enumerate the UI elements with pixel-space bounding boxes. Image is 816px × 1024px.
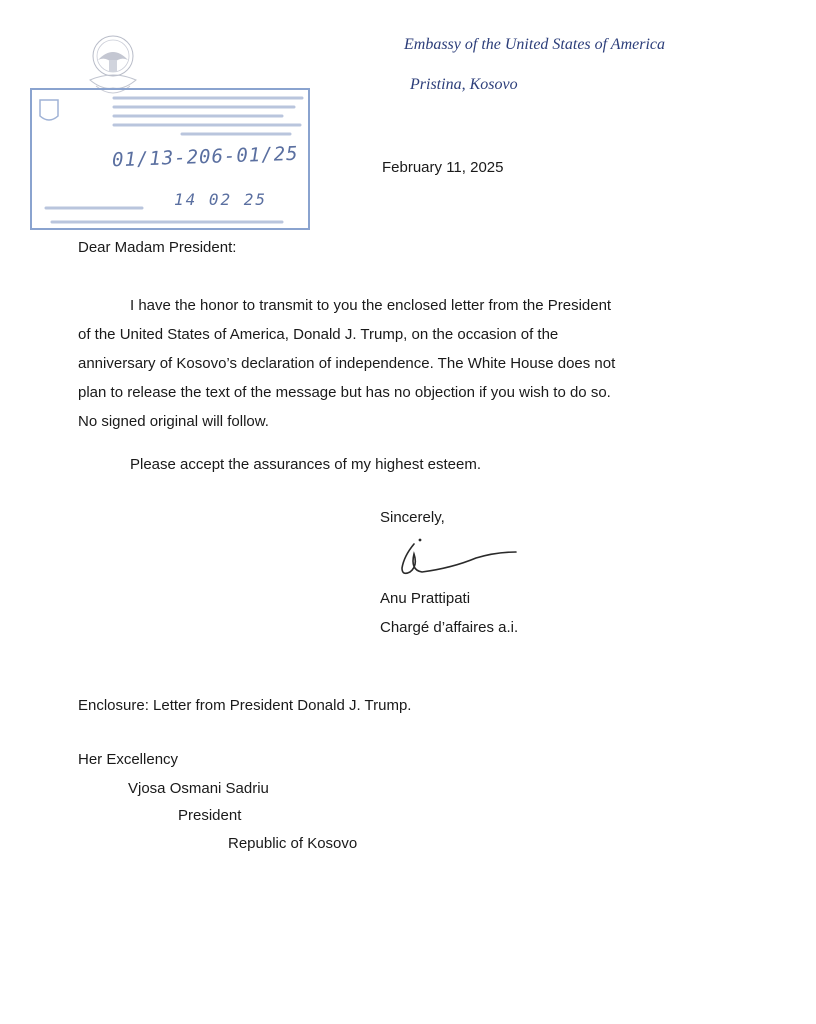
valediction: Sincerely, (380, 509, 445, 526)
addressee-name: Vjosa Osmani Sadriu (128, 780, 269, 797)
salutation: Dear Madam President: (78, 239, 237, 256)
letter-date: February 11, 2025 (382, 159, 504, 176)
closing-paragraph: Please accept the assurances of my highest esteem. (130, 456, 482, 473)
stamp-received-date: 14 02 25 (174, 190, 268, 209)
addressee-honorific: Her Excellency (78, 751, 179, 768)
body-line: plan to release the text of the message but has no objection if you wish to do so. (78, 384, 611, 401)
enclosure-note: Enclosure: Letter from President Donald J. Trump. (78, 697, 412, 714)
stamp-registration-number: 01/13-206-01/25 (111, 142, 299, 172)
body-line: No signed original will follow. (78, 413, 269, 430)
addressee-title: President (178, 807, 242, 824)
embassy-city: Pristina, Kosovo (410, 76, 518, 93)
body-line: I have the honor to transmit to you the enclosed letter from the President (130, 297, 612, 314)
body-line: anniversary of Kosovo’s declaration of independence. The White House does not (78, 355, 616, 372)
addressee-country: Republic of Kosovo (228, 835, 358, 852)
body-line: of the United States of America, Donald J. Trump, on the occasion of the (78, 326, 559, 343)
handwritten-signature (392, 534, 524, 584)
signer-title: Chargé d’affaires a.i. (380, 619, 519, 636)
embassy-name: Embassy of the United States of America (404, 36, 665, 53)
registry-stamp (30, 88, 310, 230)
body-paragraph (78, 291, 738, 436)
signer-name: Anu Prattipati (380, 590, 471, 607)
